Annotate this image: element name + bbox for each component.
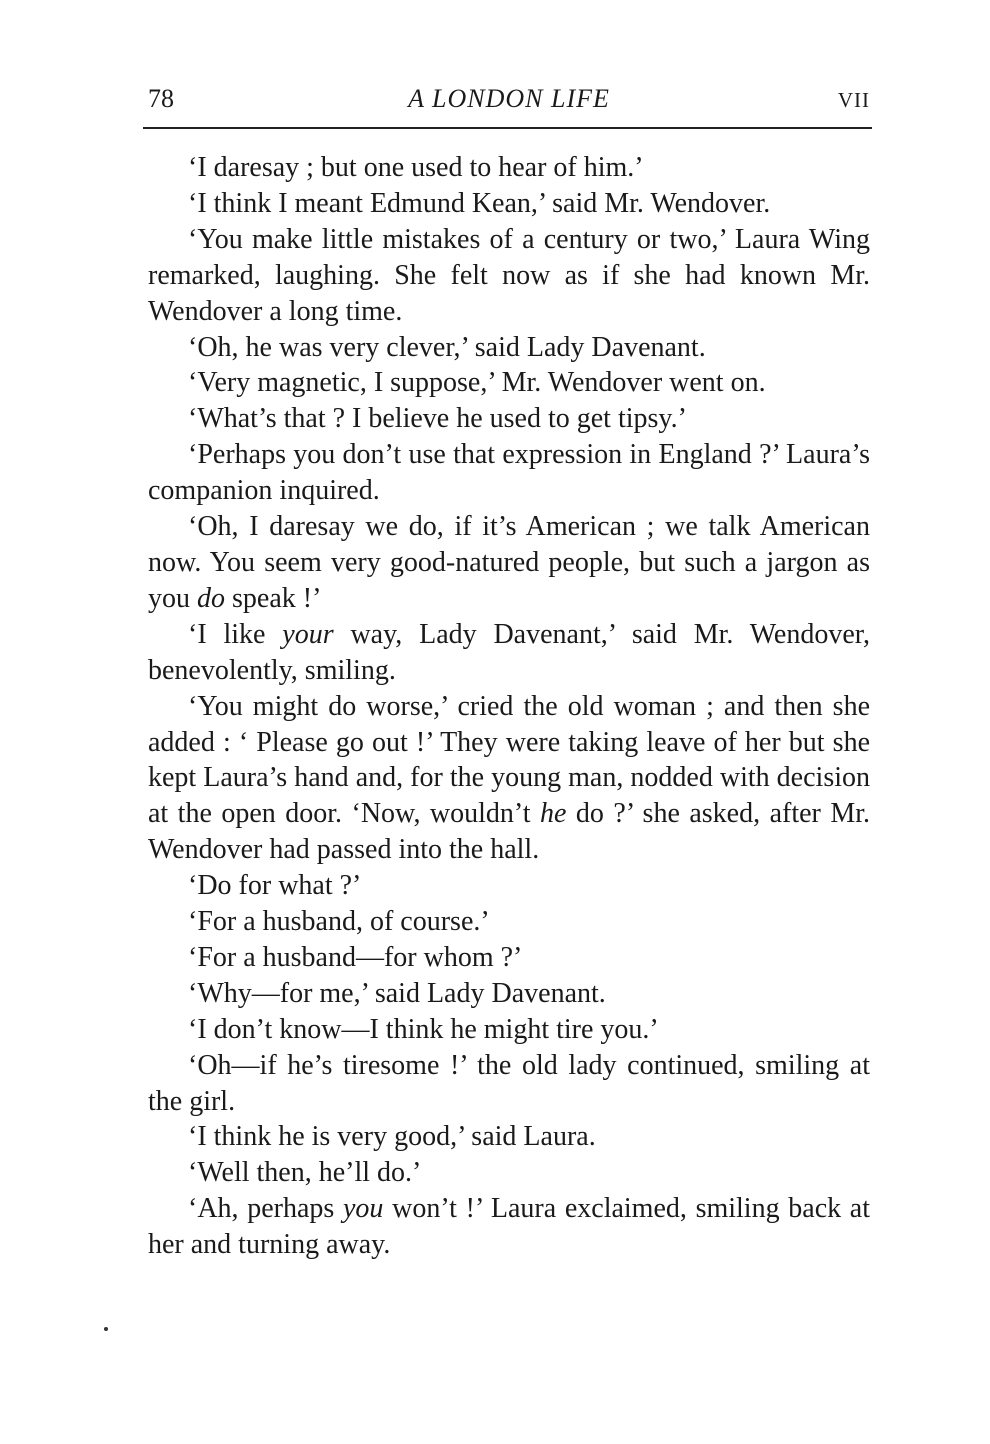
paragraph: [148, 437, 870, 509]
running-title: A LONDON LIFE: [408, 84, 610, 113]
text-run: ‘Ah, perhaps: [188, 1193, 343, 1225]
text-run: ‘Oh, I daresay we do, if it’s American ; we talk American now. You seem very good-natured people, but such a jargon as you: [148, 511, 870, 614]
italic-text: your: [282, 618, 334, 650]
text-run: ‘What’s that ? I believe he used to get tipsy.’: [188, 403, 687, 435]
paragraph: [148, 330, 870, 366]
text-run: speak !’: [225, 582, 322, 614]
paragraph: [148, 150, 870, 186]
paragraph: [148, 976, 870, 1012]
text-run: ‘I don’t know—I think he might tire you.’: [188, 1013, 659, 1045]
paragraph: [148, 904, 870, 940]
text-run: ‘Perhaps you don’t use that expression in England ?’ Laura’s companion inquired.: [148, 439, 870, 507]
text-run: ‘You might do worse,’ cried the old woman ; and then she added : ‘ Please go out !’ They were taking leave of her but she kept Laura’s hand and, for the young man, nodded with decision at the open door. ‘Now, wouldn’t: [148, 690, 870, 830]
text-run: ‘Very magnetic, I suppose,’ Mr. Wendover went on.: [188, 367, 766, 399]
chapter-number: VII: [837, 88, 870, 112]
paragraph: [148, 1191, 870, 1263]
paragraph: [148, 222, 870, 330]
paragraph: [148, 365, 870, 401]
paragraph: [148, 401, 870, 437]
text-run: ‘For a husband—for whom ?’: [188, 941, 523, 973]
text-run: ‘Do for what ?’: [188, 870, 362, 902]
header-rule: [143, 127, 872, 129]
text-run: ‘I think I meant Edmund Kean,’ said Mr. Wendover.: [188, 187, 771, 219]
paragraph: [148, 186, 870, 222]
text-run: ‘I daresay ; but one used to hear of him.’: [188, 152, 644, 183]
page-number: 78: [148, 84, 174, 113]
paragraph: [148, 1048, 870, 1120]
text-run: ‘I like: [188, 618, 283, 650]
text-run: ‘Why—for me,’ said Lady Davenant.: [188, 977, 606, 1009]
paragraph: [148, 940, 870, 976]
body-text: [148, 150, 870, 1263]
paragraph: [148, 689, 870, 869]
text-run: ‘I think he is very good,’ said Laura.: [188, 1121, 596, 1153]
running-header: [148, 84, 870, 120]
text-run: way, Lady Davenant,’ said Mr. Wendover, benevolently, smiling.: [148, 618, 870, 686]
paragraph: [148, 1155, 870, 1191]
italic-text: he: [540, 798, 567, 830]
paragraph: [148, 1119, 870, 1155]
text-run: do ?’ she asked, after Mr. Wendover had passed into the hall.: [148, 798, 870, 866]
text-run: ‘For a husband, of course.’: [188, 906, 490, 938]
text-run: won’t !’ Laura exclaimed, smiling back at her and turning away.: [148, 1193, 871, 1261]
text-run: ‘You make little mistakes of a century or two,’ Laura Wing remarked, laughing. She felt now as if she had known Mr. Wendover a long time.: [148, 223, 870, 327]
paragraph: [148, 509, 870, 617]
italic-text: you: [343, 1193, 384, 1225]
paragraph: [148, 1012, 870, 1048]
text-run: ‘Oh, he was very clever,’ said Lady Davenant.: [188, 331, 706, 363]
text-run: ‘Oh—if he’s tiresome !’ the old lady continued, smiling at the girl.: [148, 1049, 870, 1117]
text-run: ‘Well then, he’ll do.’: [188, 1157, 422, 1189]
italic-text: do: [197, 582, 225, 614]
paragraph: [148, 868, 870, 904]
paragraph: [148, 617, 870, 689]
margin-mark: [104, 1327, 108, 1331]
